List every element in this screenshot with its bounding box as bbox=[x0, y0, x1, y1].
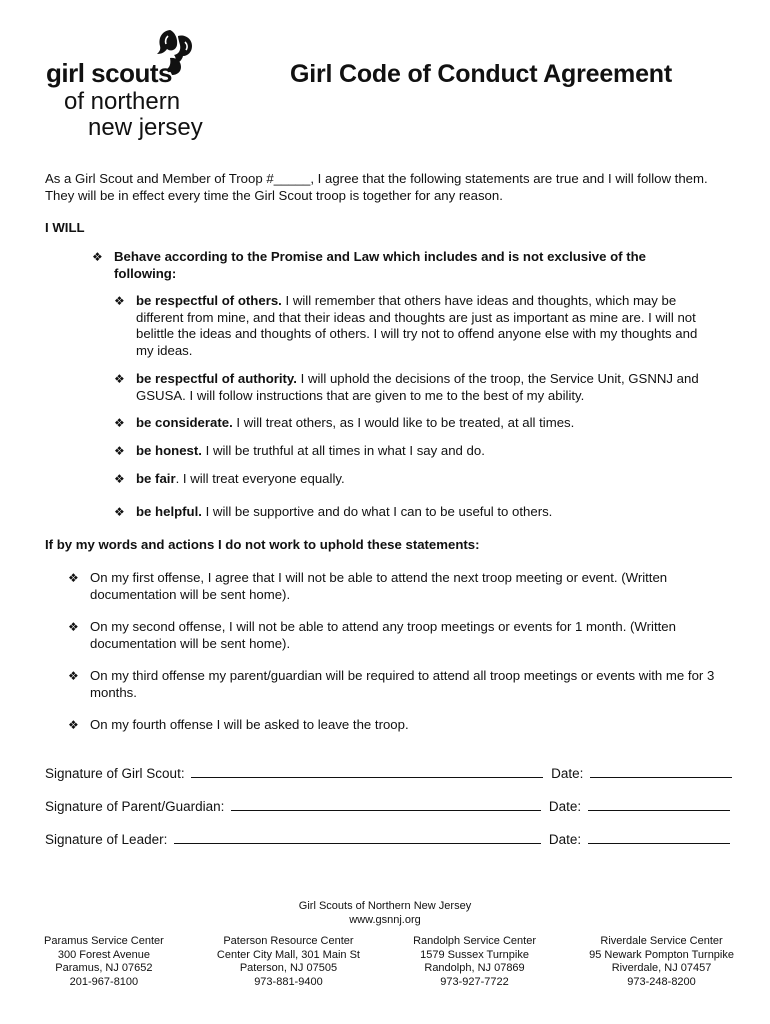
bullet-lead: be helpful. bbox=[136, 504, 202, 519]
list-item bbox=[68, 668, 728, 701]
diamond-bullet-icon: ❖ bbox=[114, 505, 125, 519]
diamond-bullet-icon: ❖ bbox=[114, 444, 125, 458]
center-city: Riverdale, NJ 07457 bbox=[611, 962, 712, 974]
center-street: 300 Forest Avenue bbox=[57, 948, 150, 961]
list-item bbox=[114, 415, 714, 432]
bullet-lead: be honest. bbox=[136, 443, 202, 458]
document-title: Girl Code of Conduct Agreement bbox=[290, 60, 672, 88]
consequences-heading: If by my words and actions I do not work to uphold these statements: bbox=[45, 537, 480, 552]
center-paterson bbox=[217, 935, 360, 989]
service-centers bbox=[44, 935, 734, 989]
consequence-text: On my fourth offense I will be asked to leave the troop. bbox=[90, 717, 409, 732]
list-item bbox=[114, 371, 714, 404]
center-randolph bbox=[413, 935, 536, 989]
list-item bbox=[114, 504, 714, 521]
center-name: Riverdale Service Center bbox=[600, 935, 723, 947]
center-name: Paramus Service Center bbox=[44, 935, 164, 947]
bullet-text: . I will treat everyone equally. bbox=[175, 471, 345, 486]
center-riverdale bbox=[589, 935, 734, 989]
center-city: Randolph, NJ 07869 bbox=[424, 962, 525, 974]
bullet-text: I will remember that others have ideas and thoughts, which may be different from mine, and that their ideas and thoughts are just as important as mine are. I will not belittle the ideas and thoughts of others. I will try not to offend anyone else with my thoughts and my ideas. bbox=[136, 293, 698, 358]
center-name: Paterson Resource Center bbox=[223, 935, 354, 947]
intro-paragraph: As a Girl Scout and Member of Troop #_____, I agree that the following statements are true and I will follow them. They will be in effect every time the Girl Scout troop is together for any reason. bbox=[45, 171, 708, 203]
signature-leader-row bbox=[45, 831, 730, 847]
parent-date-field[interactable] bbox=[588, 798, 730, 811]
girl-scout-signature-field[interactable] bbox=[191, 765, 543, 778]
center-city: Paramus, NJ 07652 bbox=[55, 962, 153, 974]
diamond-bullet-icon: ❖ bbox=[114, 416, 125, 430]
signature-label: Signature of Leader: bbox=[45, 832, 168, 847]
date-label: Date: bbox=[548, 832, 582, 847]
main-bullet bbox=[92, 249, 692, 282]
diamond-bullet-icon: ❖ bbox=[114, 294, 125, 308]
center-phone: 201-967-8100 bbox=[69, 975, 139, 988]
bullet-lead: be respectful of authority. bbox=[136, 371, 297, 386]
bullet-lead: be considerate. bbox=[136, 415, 233, 430]
list-item bbox=[68, 717, 728, 734]
center-street: 1579 Sussex Turnpike bbox=[420, 948, 529, 961]
gsnnj-logo bbox=[44, 28, 214, 140]
logo-text-girl-scouts: girl scouts bbox=[46, 58, 172, 88]
list-item bbox=[114, 443, 714, 460]
center-paramus bbox=[44, 935, 164, 989]
diamond-bullet-icon: ❖ bbox=[92, 250, 103, 264]
list-item bbox=[68, 570, 728, 603]
center-street: Center City Mall, 301 Main St bbox=[216, 948, 360, 961]
center-phone: 973-248-8200 bbox=[627, 975, 696, 988]
logo-text-of-northern: of northern bbox=[64, 88, 181, 115]
list-item bbox=[68, 619, 728, 652]
list-item bbox=[114, 293, 714, 359]
center-name: Randolph Service Center bbox=[413, 935, 536, 947]
center-phone: 973-927-7722 bbox=[440, 975, 509, 988]
consequence-text: On my first offense, I agree that I will not be able to attend the next troop meeting or event. (Written documentation will be sent home). bbox=[90, 570, 668, 602]
signature-parent-row bbox=[45, 798, 730, 814]
date-label: Date: bbox=[551, 766, 584, 781]
diamond-bullet-icon: ❖ bbox=[68, 620, 79, 634]
diamond-bullet-icon: ❖ bbox=[68, 571, 79, 585]
diamond-bullet-icon: ❖ bbox=[68, 669, 79, 683]
bullet-text: I will be supportive and do what I can to be useful to others. bbox=[201, 504, 553, 519]
list-item bbox=[114, 471, 714, 488]
diamond-bullet-icon: ❖ bbox=[114, 372, 125, 386]
parent-signature-field[interactable] bbox=[231, 798, 541, 811]
diamond-bullet-icon: ❖ bbox=[68, 718, 79, 732]
bullet-text: I will treat others, as I would like to be treated, at all times. bbox=[232, 415, 575, 430]
leader-signature-field[interactable] bbox=[174, 831, 541, 844]
center-phone: 973-881-9400 bbox=[254, 975, 323, 988]
bullet-text: I will uphold the decisions of the troop, the Service Unit, GSNNJ and GSUSA. I will follow instructions that are given to me to the best of my ability. bbox=[136, 371, 699, 403]
signature-label: Signature of Girl Scout: bbox=[45, 766, 185, 781]
signature-label: Signature of Parent/Guardian: bbox=[45, 799, 225, 814]
main-bullet-text: Behave according to the Promise and Law which includes and is not exclusive of the following: bbox=[114, 249, 647, 281]
diamond-bullet-icon: ❖ bbox=[114, 472, 125, 486]
consequence-text: On my third offense my parent/guardian will be required to attend all troop meetings or events with me for 3 months. bbox=[90, 668, 715, 700]
logo-text-new-jersey: new jersey bbox=[88, 114, 203, 141]
date-label: Date: bbox=[548, 799, 582, 814]
consequence-text: On my second offense, I will not be able to attend any troop meetings or events for 1 month. (Written documentation will be sent home). bbox=[90, 619, 676, 651]
center-city: Paterson, NJ 07505 bbox=[239, 962, 338, 974]
center-street: 95 Newark Pompton Turnpike bbox=[589, 948, 734, 961]
footer-org-name: Girl Scouts of Northern New Jersey bbox=[298, 900, 472, 912]
i-will-heading: I WILL bbox=[45, 220, 85, 235]
footer-website: www.gsnnj.org bbox=[349, 914, 421, 926]
bullet-lead: be respectful of others. bbox=[136, 293, 282, 308]
bullet-lead: be fair bbox=[136, 471, 176, 486]
bullet-text: I will be truthful at all times in what I say and do. bbox=[201, 443, 485, 458]
girl-scout-date-field[interactable] bbox=[590, 765, 732, 778]
leader-date-field[interactable] bbox=[588, 831, 730, 844]
signature-girl-scout-row bbox=[45, 765, 732, 781]
